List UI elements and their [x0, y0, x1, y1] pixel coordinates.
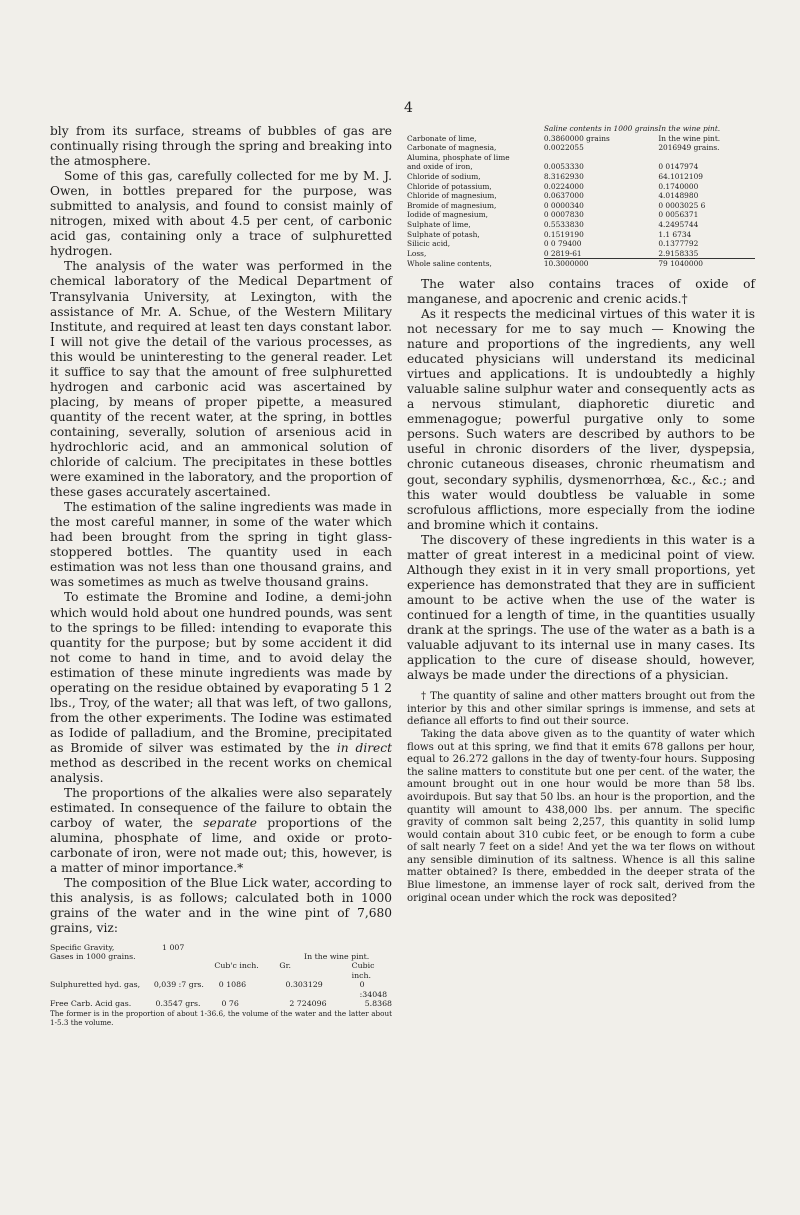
- table-row: Sulphate of potash, 0.1519190 1.1 6734: [407, 229, 692, 239]
- table-total-row: Whole saline contents, 10.3000000 79 1040000: [407, 259, 755, 269]
- col-header: Cubic inch.: [351, 961, 375, 980]
- paragraph: The estimation of the saline ingredients was made in the most careful manner, in some of the water which had been brought from the spring in tight glass-stoppered bottles. The quantity used in each estimation was not less than one thousand grains, and was sometimes as much as twelve thousand grains.: [50, 500, 392, 590]
- table-row: Bromide of magnesium, 0 0000340 0 0003025 6: [407, 200, 706, 210]
- table-row: Sulphate of lime, 0.5533830 4.2495744: [407, 219, 699, 229]
- gases-label: Gases in 1000 grains.: [50, 951, 136, 961]
- right-column: [407, 124, 755, 905]
- table-row: and oxide of iron, 0.0053330 0 0147974: [407, 162, 699, 172]
- gas-analysis-table: [50, 943, 392, 1028]
- paragraph: To estimate the Bromine and Iodine, a demi-john which would hold about one hundred pounds, was sent to the springs to be filled: intending to evaporate this quantity for the purpose; but by some accident it did not come to hand in time, and to avoid delay the estimation of these minute ingredients was made by operating on the residue obtained by evaporating 5 1 2 lbs., Troy, of the water; all that was left, of two gallons, from the other experiments. The Iodine was estimated as Iodide of palladium, and the Bromine, precipitated as Bromide of silver was estimated by the in direct method as described in the recent works on chemical analysis.: [50, 590, 393, 786]
- paragraph: The water also contains traces of oxide of manganese, and apocrenic and crenic acids.†: [407, 276, 755, 306]
- table-row: Alumina, phosphate of lime: [407, 152, 510, 162]
- col-header: Gr.: [279, 961, 291, 971]
- paragraph: The proportions of the alkalies were also separately estimated. In consequence of the failure to obtain the carboy of water, the separate proportions of the alumina, phosphate of lime, and oxide or proto-carbonate of iron, were not made out; this, however, is a matter of minor importance.*: [50, 786, 392, 876]
- gas-note: The former is in the proportion of about 1-36.6, the volume of the water and the latter about 1-5.3 the volume.: [50, 1009, 392, 1028]
- page-number: 4: [404, 100, 413, 116]
- gravity-value: 1 007: [162, 942, 185, 952]
- table-row: Carbonate of lime, 0.3860000 grains In the wine pint.: [407, 133, 721, 143]
- table-row: Chloride of magnesium, 0.0637000 4.0148980: [407, 191, 699, 201]
- table-row: Iodide of magnesium, 0 0007830 0 0056371: [407, 210, 699, 220]
- footnote: † The quantity of saline and other matters brought out from the interior by this and other similar springs is immense, and sets at defiance all efforts to find out their source.: [407, 691, 755, 728]
- footnotes: [407, 691, 755, 905]
- left-column: [50, 124, 392, 1028]
- paragraph: As it respects the medicinal virtues of this water it is not necessary for me to say much — Knowing the nature and proportions of the ingredients, any well educated physicians will understand its medicinal virtues and applications. It is undoubtedly a highly valuable saline sulphur water and consequently acts as a nervous stimulant, diaphoretic diuretic and emmenagogue; powerful purgative only to some persons. Such waters are described by authors to be useful in chronic disorders of the liver, dyspepsia, chronic cutaneous diseases, chronic rheumatism and gout, secondary syphilis, dysmenorrhœa, &c., &c.; and this water would doubtless be valuable in some scrofulous afflictions, more especially from the iodine and bromine which it contains.: [407, 307, 755, 532]
- footnote: Taking the data above given as to the quantity of water which flows out at this spring, we find that it emits 678 gallons per hour, equal to 26.272 gallons in the day of twenty-four hours. Supposing the saline matters to constitute but one per cent. of the water, the amount brought out in one hour would be more than 58 lbs. avoirdupois. But say that 50 lbs. an hour is the proportion, and the quantity will amount to 438,000 lbs. per annum. The specific gravity of common salt being 2,257, this quantity in solid lump would contain about 310 cubic feet, or be enough to form a cube of salt nearly 7 feet on a side! And yet the wa ter flows on without any sensible diminution of its saltness. Whence is all this saline matter obtained? Is there, embedded in the deeper strata of the Blue limestone, an immense layer of rock salt, derived from the original ocean under which the rock was deposited?: [407, 728, 755, 904]
- col-header: Saline contents in 1000 grains: [543, 124, 659, 133]
- table-row: Chloride of potassium, 0.0224000 0.1740000: [407, 181, 699, 191]
- table-row: Loss, 0 2819-61 2.9158335: [407, 248, 699, 258]
- paragraph: bly from its surface, streams of bubbles of gas are continually rising through the spring and breaking into the atmosphere.: [50, 124, 392, 169]
- right-body: [407, 277, 755, 683]
- pint-label: In the wine pint.: [304, 951, 370, 961]
- composition-table: [407, 124, 755, 269]
- table-row: Silicic acid, 0 0 79400 0.1377792: [407, 239, 699, 249]
- table-row: Carbonate of magnesia, 0.0022055 2016949 grains.: [407, 143, 720, 153]
- paragraph: Some of this gas, carefully collected for me by M. J. Owen, in bottles prepared for the purpose, was submitted to analysis, and found to consist mainly of nitrogen, mixed with about 4.5 per cent, of carbonic acid gas, containing only a trace of sulphuretted hydrogen.: [50, 169, 392, 259]
- col-header: Cub'c inch.: [214, 961, 259, 971]
- gravity-label: Specific Gravity,: [50, 942, 115, 952]
- table-row: Free Carb. Acid gas. 0.3547 grs. 0 76 2 724096 5.8368: [50, 998, 392, 1008]
- paragraph: The composition of the Blue Lick water, according to this analysis, is as follows; calculated both in 1000 grains of the water and in the wine pint of 7,680 grains, viz:: [50, 876, 392, 936]
- table-row: Sulphuretted hyd. gas, 0,039 :7 grs. 0 1086 0.303129 0 :34048: [50, 980, 388, 999]
- col-header: In the wine pint.: [658, 124, 721, 133]
- table-row: Chloride of sodium, 8.3162930 64.1012109: [407, 171, 703, 181]
- paragraph: The analysis of the water was performed in the chemical laboratory of the Medical Department of Transylvania University, at Lexington, with the assistance of Mr. A. Schue, of the Western Military Institute, and required at least ten days constant labor. I will not give the detail of the various processes, as this would be uninteresting to the general reader. Let it suffice to say that the amount of free sulphuretted hydrogen and carbonic acid was ascertained by placing, by means of proper pipette, a measured quantity of the recent water, at the spring, in bottles containing, severally, solution of arsenious acid in hydrochloric acid, and an ammonical solution of chloride of calcium. The precipitates in these bottles were examined in the laboratory, and the proportion of these gases accurately ascertained.: [50, 259, 392, 500]
- paragraph: The discovery of these ingredients in this water is a matter of great interest in a medicinal point of view. Although they exist in it in very small proportions, yet experience has demonstrated that they are in sufficient amount to be active when the use of the water is continued for a length of time, in the quantities usually drank at the springs. The use of the water as a bath is a valuable adjuvant to its internal use in many cases. Its application to the cure of disease should, however, always be made under the directions of a physician.: [407, 532, 755, 683]
